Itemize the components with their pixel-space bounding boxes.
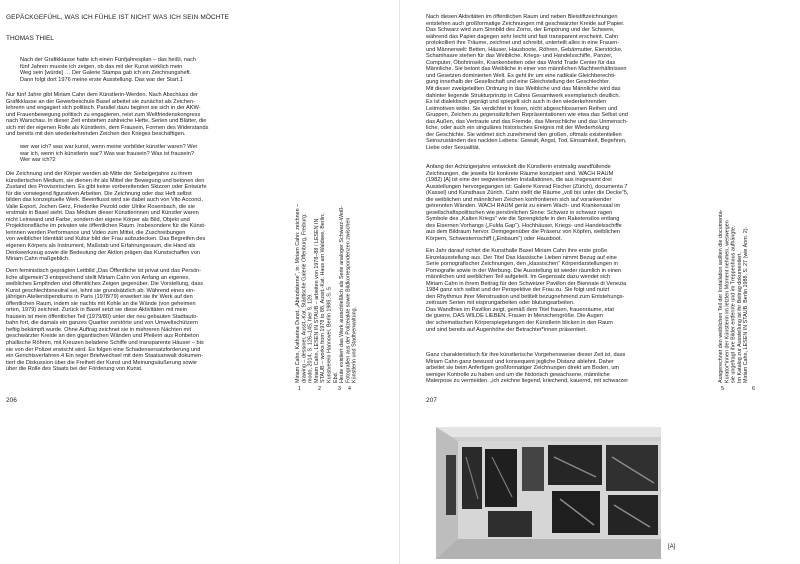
essay-title: GEPÄCKGEFÜHL, WAS ICH FÜHLE IST NICHT WAS ICH SEIN MÖCHTE — [6, 14, 230, 21]
installation-photo — [436, 427, 661, 559]
footnotes-right: Ausgerechnet den weiblichen Teil der Installation wollten die documenta- Kurator*innen der Künstlerin im letzten Moment nehmen, weswegen sie ungefragt ihre Bilder entfernte und im Treppenhaus aufhängte. Im Katalog zur Ausstellung ist ihr Beitrag dokumentiert. Miriam Cahn, LESEN IN STAUB, Berlin 1988, S. 27 (wie Anm. 2). — [718, 209, 750, 383]
page-number-right: 207 — [426, 397, 437, 404]
essay-author: THOMAS THIEL — [6, 35, 54, 42]
body-paragraph-1: Nur fünf Jahre gibt Miriam Cahn dem Künstlerin-Werden. Nach Abschluss der Grafikklasse an der Gewerbeschule Basel arbeitet sie zunächst als Zeichen- lehrerin und engagiert sich politisch. Parallel dazu beginnt sie sich in der AKW- und Frauenbewegung politisch zu engagieren, reist zum Weltfriedenskongress nach Warschau. In dieser Zeit entstehen zahlreiche Hefte, Serien und Blätter, die sich mit der eigenen Rolle als Künstlerin, dem Frausein, Formen des Widerstands und bereits mit den wiederkehrenden Zeichen des Krieges beschäftigen. — [6, 92, 209, 138]
footnotes-left: Miriam Cahn, Katharina Dunst, „Abendsterne“, in: Miriam Cahn: zeichnen – drawing – dessiner, Ausst.-Kat. Städtische Galerie Offenburg, Freiburg: modo, 2014, S. 126–145, hier S. 129. Miriam Cahn, LESEN IN STAUB – arbeiten von 1978–88 / LESEN IN STAUB – works from 1978 to 88, Ausst.-Kat. Haus am Waldsee, Berlin; Kunstverein Hannover, Berlin 1988, S. 5. Ebd. Heute existiert das Werk ausschließlich als Serie analoger Schwarz-Weiß- Fotografien aus der Polizeiakte sowie Bildkorrespondenzen zwischen Künstlerin und Stadtverwaltung. — [295, 203, 358, 383]
footnote-number: 4 — [348, 386, 351, 392]
figure-caption: [A] — [668, 544, 676, 550]
body-paragraph-7: Ganz charakteristisch für ihre künstlerische Vorgehensweise dieser Zeit ist, dass Miriam Cahn ganz bewusst und konsequent jegliche Distanz ablehnt. Daher arbeitet sie beim Anfertigen großformatiger Zeichnungen direkt am Boden, um weniger Kontrolle zu haben und um die historisch gewachsene, männliche Malerpose zu vermeiden. „ich zeichne liegend, kriechend, kauernd, mit schwarzer — [426, 352, 629, 385]
footnote-number: 3 — [338, 386, 341, 392]
body-paragraph-6: Ein Jahr darauf richtet die Kunsthalle Basel Miriam Cahn ihre erste große Einzelausstellung aus. Der Titel Das klassische Lieben nimmt Bezug auf eine Serie pornografischer Zeichnungen, den „klassischen“ Körperdarstellungen in Pornografie sowie in der Werbung. Die Ausstellung ist wieder räumlich in einen männlichen und weiblichen Teil aufgeteilt. Im Gegensatz dazu wendet sich Miriam Cahn in ihrem Beitrag für den Schweizer Pavillon der Biennale di Venezia 1984 ganz sich selbst und der Perspektive der Frau zu. Sie folgt und nutzt den Rhythmus ihrer Menstruation und betitelt bezugnehmend zum Entstehungs- zeitraum Serien mit eisprungarbeiten oder blutungsarbeiten. Das Wandfries im Pavillon zeigt, gemäß dem Titel frauen, frauenräume, etat de guerre, DAS WILDE LIEBEN, Frauen in Menschengröße. Die Augen der schematischen Körperspiegelungen der Künstlerin blicken in den Raum und sind bereits auf Augenhöhe der Betrachter*innen präsentiert. — [426, 248, 627, 333]
installation-photo-graphic — [436, 427, 661, 559]
footnote-number: 1 — [298, 386, 301, 392]
page-number-left: 206 — [6, 397, 17, 404]
body-paragraph-5: Anfang der Achtzigerjahre entwickelt die Künstlerin erstmalig wandfüllende Zeichnungen, die jeweils für konkrete Räume konzipiert sind. WACH RAUM (1982) [A] ist eine der wegweisenden Installationen, die aus insgesamt drei Ausstellungen hervorgegangen ist: Galerie Konrad Fischer (Zürich), documenta 7 (Kassel) und Kunsthaus Zürich. Cahn stellt die Räume „voll bis unter die Decke“5, die weiblichen und männlichen Zeichen konfrontieren sich auf vorankender getrennten Wänden. WACH RAUM gerät zu einem Wach- und Krankensaal im gesellschaftspolitischen wie persönlichen Sinne: Schwarz in schwarz ragen Symbole des „Kalten Kriegs“ wie die Sprengköpfe in den Raketensilos entlang des Eisernen Vorhangs („Fulda Gap“). Hochhäuser, Kriegs- und Handelsschiffe aus dem Bildraum hervor. Demgegenüber die Präsenz von Köpfen, weiblichen Körpern, Schwesternschiff („Einbaum“) oder Hausboot. — [426, 164, 629, 243]
body-paragraph-4: Nach diesen Aktivitäten im öffentlichen Raum und neben Bleistiftzeichnungen entstehen auch großformatige Zeichnungen mit geschwärzter Kreide auf Papier. Das Schwarz wird zum Sinnbild des Zorns, der Empörung und der Schwere, während das Papier dagegen sehr leicht und fast transparent erscheint. Cahn protokolliert ihre Träume, zeichnet und schreibt, unterteilt alles in eine Frauen- und Männerwelt: Betten, Häuser, Hausboote, Röhren, Gebärmutter, Eierstöcke, Schamhaare stehen für das Weibliche. Kriegs- und Handelsschiffe, Panzer, Computer, Öbohrinseln, Krankenbetten oder das World Trade Center für das Männliche. Sie betont das Weibliche in einer von männlichen Machtverhältnissen und Gesetzen dominierten Welt. Es geht ihr um eine radikale Gleichberechti- gung innerhalb der Gesellschaft und eine Gleichstellung der Geschlechter. Mit dieser zweigeteilten Ordnung in das Weibliche und das Männliche wird das dahinter liegende Strukturprinzip in Cahns Gesamtwerk exemplarisch deutlich. Es ist dialektisch geprägt und spiegelt sich auch in den wiederkehrenden Leitmotiven wider. Sie verdichtet in losen, nicht abgeschlossenen Reihen und Gruppen, Zeichen zu gegensätzlichen Repräsentationen wie etwa das Selbst und das Außen, das Vertraute und das Fremde, das Menschliche und das Unmensch- liche, oder auch ein singuläres historisches Ereignis mit der Wiederholung der Geschichte. Sie widmet sich zunehmend den großen, oftmals existentiellen Seinszuständen des nackten Lebens: Gewalt, Angst, Tod, Einsamkeit, Begehren, Liebe oder Sexualität. — [426, 14, 628, 151]
footnote-number: 5 — [721, 386, 724, 392]
footnote-number: 6 — [752, 386, 755, 392]
opening-quote: Nach der Grafikklasse hatte ich einen Fünfjahresplan – das heißt, nach fünf Jahren musste ich zeigen, ob das mit der Kunst wirklich mein Weg sein [würde] … Der Galerie Stampa gab ich ein Zeichnungsheft. Dann folgt dort 1976 meine erste Ausstellung. Das war der Start.1 — [20, 57, 196, 83]
body-paragraph-2: Die Zeichnung und der Körper werden ab Mitte der Siebzigerjahre zu ihrem künstlerischen Medium, sie dienen ihr als Mittel der Bewegung und betonen den Zustand des Provisorischen. Es gibt keine vorbereitenden Skizzen oder Entwürfe für die vorwiegend figurativen Arbeiten. Die Zeichnung oder das Heft selbst bilden das konzeptuelle Werk. Beeinflusst wird sie dabei auch von Vito Acconci, Valie Export, Jochen Gerz, Friederike Pezold oder Ulrike Rosenbach, die sie erstmals in Basel sieht. Das Medium dieser Künstlerinnen und Künstler waren nicht Leinwand und Farbe, sondern der eigene Körper als Bild, Objekt und Projektionsfläche im privaten wie öffentlichen Raum. Insbesondere für die Künst- lerinnen werden Performance und Video zum Mittel, die Zuschreibungen von weiblicher Identität und Kultur bild der Frau aufzudecken. Das Begreifen des eigenen Körpers als Instrument, Maßstab und Erfahrungsraum, die Hand als Denkwerkzeug sowie die Bedeutung der Aktion prägen das Kunstschaffen von Miriam Cahn maßgeblich. — [6, 171, 207, 263]
body-paragraph-3: Dem feministisch geprägten Leitbild „Das Öffentliche ist privat und das Persön- liche allgemein“3 entsprechend stellt Miriam Cahn von Anfang an eigenes, weibliches Empfinden und öffentliches Zeigen gegenüber. Die Vorstellung, dass Kunst geschlechtsneutral sei, lehnt sie grundsätzlich ab. Während eines ein- jährigen Atelierstipendiums in Paris (1978/79) erweitert sie ihr Werk auf den öffentlichen Raum, indem sie nachts mit Kohle an die Wände (von geheimen orten, 1979) zeichnet. Zurück in Basel setzt sie diese Aktivitäten mit mein frausein ist mein öffentlicher Teil (1979/80) unter der neu gebauten Stadtauto- bahn fort, die damals ein ganzes Quartier zerstörte und von Umweltschützern heftig bekämpft wurde. Ohne Auftrag zeichnet sie in mehreren Nächten mit geschwärzter Kreide an den gigantischen Wänden und Pfeilern aus Rohbeton phallische Röhren, mit Kreuzen beladene Schiffe und transparente Häuser – bis sie von der Polizei erwischt wird. Es folgen eine Schadensersatzforderung und ein Gerichtsverfahren.4 Ein reger Briefwechsel mit dem Staatsanwalt dokumen- tiert die Diskussion über die Freiheit der Kunst und Meinungsäußerung sowie über die Rolle des Staats bei der Förderung von Kunst. — [6, 268, 204, 373]
footnote-number: 2 — [318, 386, 321, 392]
inline-quote: wer war ich? was war kunst, wenn meine vorbilder künstler waren? Wer war ich, wenn ich künstlerin war? Was war frausein? Was ist frausein? Wer war ich?2 — [20, 144, 198, 164]
